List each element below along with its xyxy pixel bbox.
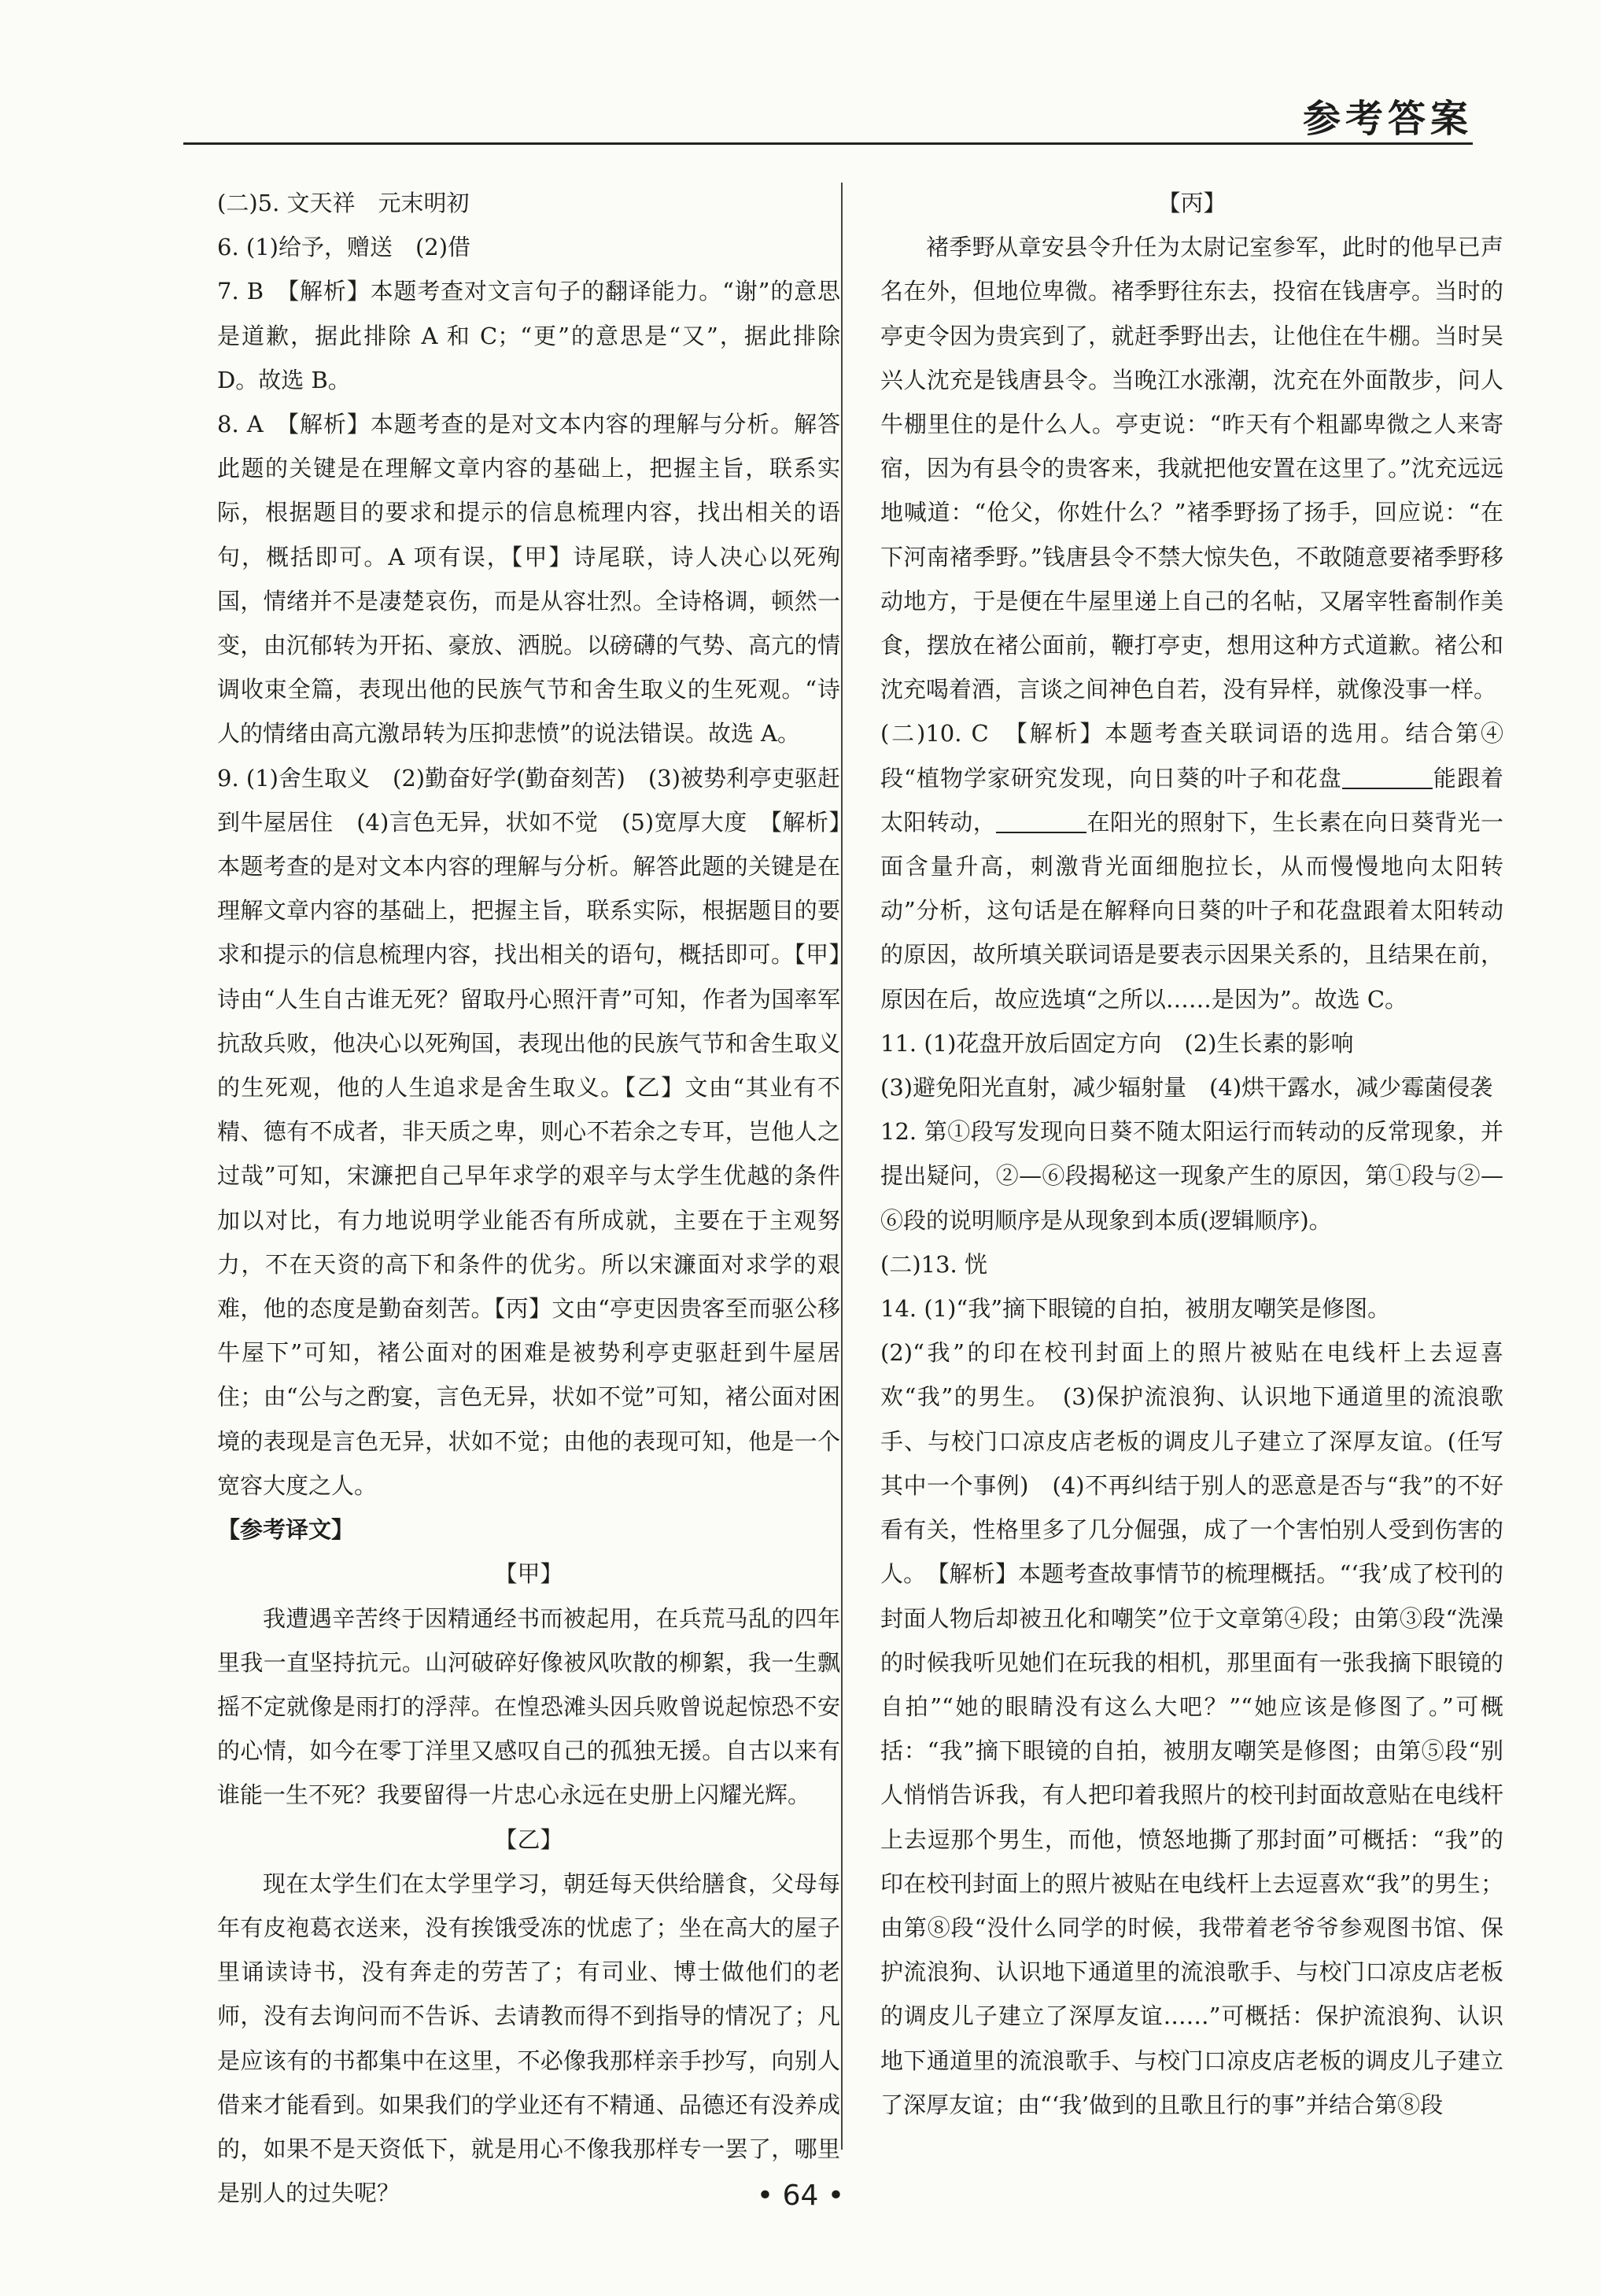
translation-heading: 【参考译文】 <box>217 1516 355 1544</box>
yi-translation: 现在太学生们在太学里学习，朝廷每天供给膳食，父母每年有皮袍葛衣送来，没有挨饿受冻的忧虑了；坐在高大的屋子里诵读诗书，没有奔走的劳苦了；有司业、博士做他们的老师，没有去询问而不告诉、去请教而得不到指导的情况了；凡是应该有的书都集中在这里，不必像我那样亲手抄写，向别人借来才能看到。如果我们的学业还有不精通、品德还有没养成的，如果不是天资低下，就是用心不像我那样专一罢了，哪里是别人的过失呢？ <box>217 1870 840 2207</box>
answer-q8: 8. A 【解析】本题考查的是对文本内容的理解与分析。解答此题的关键是在理解文章内容的基础上，把握主旨，联系实际，根据题目的要求和提示的信息梳理内容，找出相关的语句，概括即可。A 项有误，【甲】诗尾联，诗人决心以死殉国，情绪并不是凄楚哀伤，而是从容壮烈。全诗格调，顿然一变，由沉郁转为开拓、豪放、洒脱。以磅礴的气势、高亢的情调收束全篇，表现出他的民族气节和舍生取义的生死观。“诗人的情绪由高亢激昂转为压抑悲愤”的说法错误。故选 A。 <box>217 411 840 747</box>
bing-translation: 褚季野从章安县令升任为太尉记室参军，此时的他早已声名在外，但地位卑微。褚季野往东去，投宿在钱唐亭。当时的亭吏令因为贵宾到了，就赶季野出去，让他住在牛棚。当时吴兴人沈充是钱唐县令。当晚江水涨潮，沈充在外面散步，问人牛棚里住的是什么人。亭吏说：“昨天有个粗鄙卑微之人来寄宿，因为有县令的贵客来，我就把他安置在这里了。”沈充远远地喊道：“伧父，你姓什么？”褚季野扬了扬手，回应说：“在下河南褚季野。”钱唐县令不禁大惊失色，不敢随意要褚季野移动地方，于是便在牛屋里递上自己的名帖，又屠宰牲畜制作美食，摆放在褚公面前，鞭打亭吏，想用这种方式道歉。褚公和沈充喝着酒，言谈之间神色自若，没有异样，就像没事一样。 <box>880 234 1503 703</box>
answer-q14-body: (2)“我”的印在校刊封面上的照片被贴在电线杆上去逗喜欢“我”的男生。 (3)保护流浪狗、认识地下通道里的流浪歌手、与校门口凉皮店老板的调皮儿子建立了深厚友谊。(任写其中一个事例) (4)不再纠结于别人的恶意是否与“我”的不好看有关，性格里多了几分倔强，成了一个害怕别人受到伤害的人。 【解析】本题考查故事情节的梳理概括。“‘我’成了校刊的封面人物后却被丑化和嘲笑”位于文章第④段；由第③段“洗澡的时候我听见她们在玩我的相机，那里面有一张我摘下眼镜的自拍”“她的眼睛没有这么大吧？”“她应该是修图了。”可概括：“我”摘下眼镜的自拍，被朋友嘲笑是修图；由第⑤段“别人悄悄告诉我，有人把印着我照片的校刊封面故意贴在电线杆上去逗那个男生，而他，愤怒地撕了那封面”可概括：“我”的印在校刊封面上的照片被贴在电线杆上去逗喜欢“我”的男生；由第⑧段“没什么同学的时候，我带着老爷爷参观图书馆、保护流浪狗、认识地下通道里的流浪歌手、与校门口凉皮店老板的调皮儿子建立了深厚友谊……”可概括：保护流浪狗、认识地下通道里的流浪歌手、与校门口凉皮店老板的调皮儿子建立了深厚友谊；由“‘我’做到的且歌且行的事”并结合第⑧段 <box>880 1339 1503 2118</box>
answer-q10-part2: 能跟着太阳转动， <box>880 764 1503 836</box>
answer-q10 <box>880 711 1503 1021</box>
jia-heading: 【甲】 <box>494 1560 563 1588</box>
answer-q10-part3: 在阳光的照射下，生长素在向日葵背光一面含量升高，刺激背光面细胞拉长，从而慢慢地向太阳转动”分析，这句话是在解释向日葵的叶子和花盘跟着太阳转动的原因，故所填关联词语是要表示因果关系的，且结果在前，原因在后，故应选填“之所以……是因为”。故选 C。 <box>880 808 1503 1013</box>
jia-translation: 我遭遇辛苦终于因精通经书而被起用，在兵荒马乱的四年里我一直坚持抗元。山河破碎好像被风吹散的柳絮，我一生飘摇不定就像是雨打的浮萍。在惶恐滩头因兵败曾说起惊恐不安的心情，如今在零丁洋里又感叹自己的孤独无援。自古以来有谁能一生不死？我要留得一片忠心永远在史册上闪耀光辉。 <box>217 1604 840 1809</box>
answer-q5: (二)5. 文天祥 元末明初 <box>217 190 470 216</box>
header-rule <box>183 142 1473 145</box>
left-column <box>217 181 840 2215</box>
header-title: 参考答案 <box>1302 97 1473 141</box>
answer-q11-line2: (3)避免阳光直射，减少辐射量 (4)烘干露水，减少霉菌侵袭 <box>880 1074 1493 1102</box>
answer-q10-part1: (二)10. C 【解析】本题考查关联词语的选用。结合第④段“植物学家研究发现，向日葵的叶子和花盘 <box>880 720 1503 792</box>
yi-heading: 【乙】 <box>494 1825 563 1853</box>
answer-q9: 9. (1)舍生取义 (2)勤奋好学(勤奋刻苦) (3)被势利亭吏驱赶到牛屋居住 (4)言色无异，状如不觉 (5)宽厚大度 【解析】本题考查的是对文本内容的理解与分析。解答此题的关键是在理解文章内容的基础上，把握主旨，联系实际，根据题目的要求和提示的信息梳理内容，找出相关的语句，概括即可。【甲】诗由“人生自古谁无死？留取丹心照汗青”可知，作者为国率军抗敌兵败，他决心以死殉国，表现出他的民族气节和舍生取义的生死观，他的人生追求是舍生取义。【乙】文由“其业有不精、德有不成者，非天质之卑，则心不若余之专耳，岂他人之过哉”可知，宋濂把自己早年求学的艰辛与太学生优越的条件加以对比，有力地说明学业能否有所成就，主要在于主观努力，不在天资的高下和条件的优劣。所以宋濂面对求学的艰难，他的态度是勤奋刻苦。【丙】文由“亭吏因贵客至而驱公移牛屋下”可知，褚公面对的困难是被势利亭吏驱赶到牛屋居住；由“公与之酌宴，言色无异，状如不觉”可知，褚公面对困境的表现是言色无异，状如不觉；由他的表现可知，他是一个宽容大度之人。 <box>217 764 840 1499</box>
bing-heading: 【丙】 <box>1157 190 1227 216</box>
column-divider <box>841 183 843 2150</box>
answer-q14-line1: 14. (1)“我”摘下眼镜的自拍，被朋友嘲笑是修图。 <box>880 1295 1391 1323</box>
answer-q6: 6. (1)给予，赠送 (2)借 <box>217 234 471 261</box>
answer-q13: (二)13. 恍 <box>880 1250 987 1278</box>
page-number: • 64 • <box>756 2180 845 2212</box>
answer-q7: 7. B 【解析】本题考查对文言句子的翻译能力。“谢”的意思是道歉，据此排除 A 和 C；“更”的意思是“又”，据此排除 D。故选 B。 <box>217 278 840 393</box>
right-column <box>880 181 1503 2127</box>
answer-q11-line1: 11. (1)花盘开放后固定方向 (2)生长素的影响 <box>880 1029 1354 1057</box>
answer-q12: 12. 第①段写发现向日葵不随太阳运行而转动的反常现象，并提出疑问，②—⑥段揭秘这一现象产生的原因，第①段与②—⑥段的说明顺序是从现象到本质(逻辑顺序)。 <box>880 1118 1503 1234</box>
fill-blank-2 <box>996 809 1086 833</box>
fill-blank-1 <box>1342 765 1433 789</box>
